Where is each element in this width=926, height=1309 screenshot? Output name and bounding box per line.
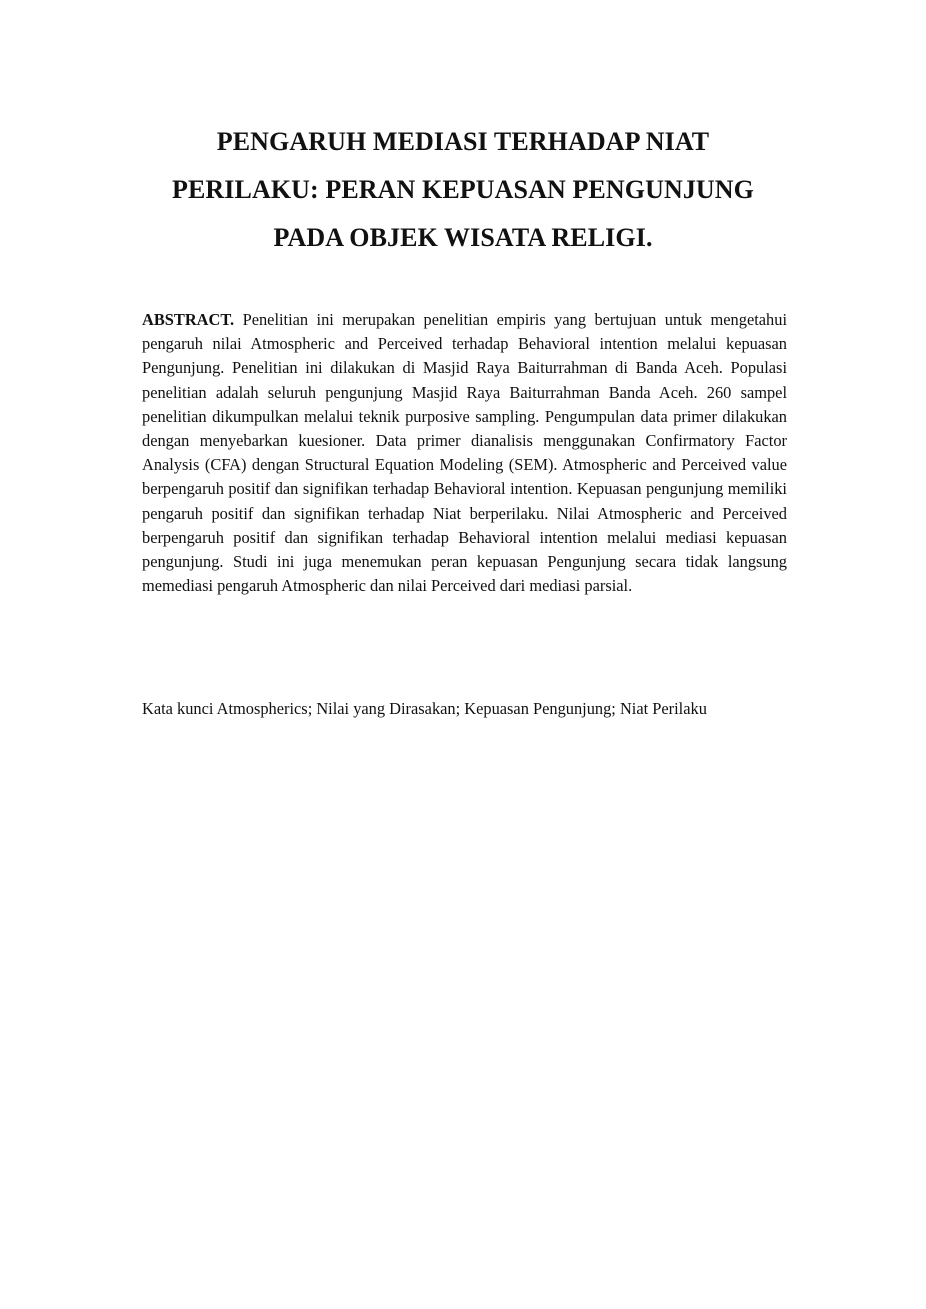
paper-title-line-3: PADA OBJEK WISATA RELIGI. <box>273 223 653 252</box>
paper-title <box>100 118 826 262</box>
abstract-label: ABSTRACT. <box>142 310 235 329</box>
abstract-paragraph <box>142 308 787 598</box>
paper-title-line-1: PENGARUH MEDIASI TERHADAP NIAT <box>216 127 710 156</box>
paper-title-line-2: PERILAKU: PERAN KEPUASAN PENGUNJUNG <box>171 175 754 204</box>
keywords-line: Kata kunci Atmospherics; Nilai yang Dirasakan; Kepuasan Pengunjung; Niat Perilaku <box>142 699 707 718</box>
abstract-text: Penelitian ini merupakan penelitian empiris yang bertujuan untuk mengetahui pengaruh nilai Atmospheric and Perceived terhadap Behavioral intention melalui kepuasan Pengunjung. Penelitian ini dilakukan di Masjid Raya Baiturrahman di Banda Aceh. Populasi penelitian adalah seluruh pengunjung Masjid Raya Baiturrahman Banda Aceh. 260 sampel penelitian dikumpulkan melalui teknik purposive sampling. Pengumpulan data primer dilakukan dengan menyebarkan kuesioner. Data primer dianalisis menggunakan Confirmatory Factor Analysis (CFA) dengan Structural Equation Modeling (SEM). Atmospheric and Perceived value berpengaruh positif dan signifikan terhadap Behavioral intention. Kepuasan pengunjung memiliki pengaruh positif dan signifikan terhadap Niat berperilaku. Nilai Atmospheric and Perceived berpengaruh positif dan signifikan terhadap Behavioral intention melalui mediasi kepuasan pengunjung. Studi ini juga menemukan peran kepuasan Pengunjung secara tidak langsung memediasi pengaruh Atmospheric dan nilai Perceived dari mediasi parsial. <box>142 310 787 596</box>
